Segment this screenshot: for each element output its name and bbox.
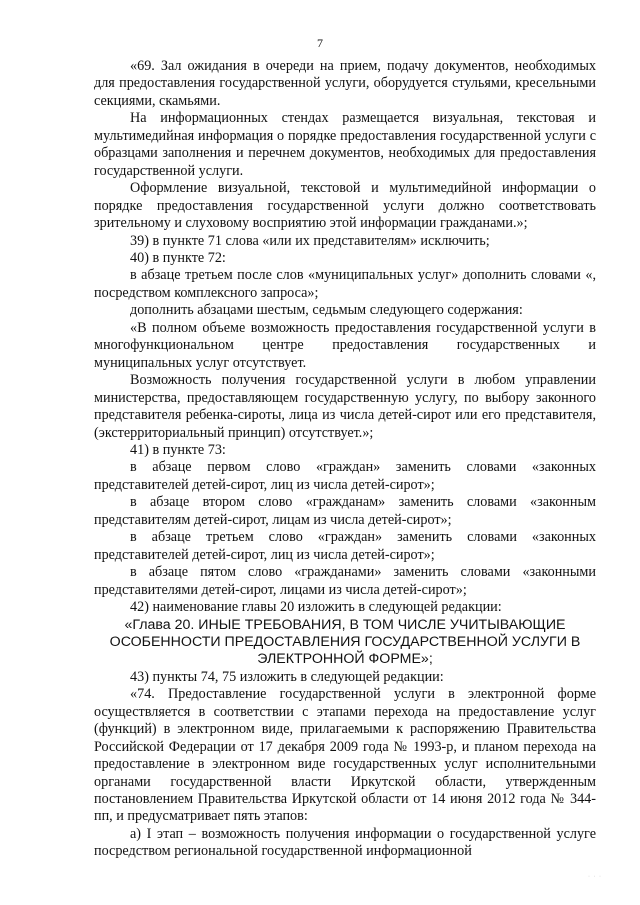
paragraph-abzac-3b: в абзаце третьем слово «граждан» заменить словами «законных представителей детей-сирот, лиц из числа детей-сирот»; — [94, 529, 596, 563]
paragraph-74: «74. Предоставление государственной услуги в электронной форме осуществляется в соответствии с этапами перехода на предоставление услуг (функций) в электронном виде, прилагаемыми к распоряжению Правительства Российской Федерации от 17 декабря 2009 года № 1993-р, и планом перехода на предоставление в электронном виде государственных услуг исполнительными органами государственной власти Иркутской области, утвержденным постановлением Правительства Иркутской области от 14 июня 2012 года № 344-пп, и предусматривает пять этапов: — [94, 686, 596, 825]
paragraph-stands: На информационных стендах размещается визуальная, текстовая и мультимедийная информация о порядке предоставления государственной услуги с образцами заполнения и перечнем документов, необходимых для предоставления государственной услуги. — [94, 110, 596, 179]
item-39: 39) в пункте 71 слова «или их представителям» исключить; — [130, 232, 490, 249]
paragraph-extraterritorial: Возможность получения государственной услуги в любом управлении министерства, предоставляющем государственную услугу, по выбору законного представителя ребенка-сироты, лица из числа детей-сирот или его представителя, (экстерриториальный принцип) отсутствует.»; — [94, 372, 596, 441]
document-body — [94, 58, 596, 861]
item-42: 42) наименование главы 20 изложить в следующей редакции: — [130, 599, 502, 616]
paragraph-abzac-2: в абзаце втором слово «гражданам» заменить словами «законным представителям детей-сирот, лицам из числа детей-сирот»; — [94, 494, 596, 528]
chapter-heading: «Глава 20. ИНЫЕ ТРЕБОВАНИЯ, В ТОМ ЧИСЛЕ УЧИТЫВАЮЩИЕ ОСОБЕННОСТИ ПРЕДОСТАВЛЕНИЯ ГОСУДАРСТВЕННОЙ УСЛУГИ В ЭЛЕКТРОННОЙ ФОРМЕ»; — [109, 616, 581, 668]
item-43: 43) пункты 74, 75 изложить в следующей редакции: — [130, 668, 444, 685]
scan-artifact: · · · — [588, 874, 602, 880]
paragraph-stage-1: а) I этап – возможность получения информации о государственной услуге посредством региональной государственной информационной — [94, 825, 596, 860]
paragraph-add-abzac: дополнить абзацами шестым, седьмым следующего содержания: — [130, 302, 523, 319]
page-number: 7 — [317, 36, 323, 50]
paragraph-abzac-5: в абзаце пятом слово «гражданами» заменить словами «законными представителями детей-сирот, лицами из числа детей-сирот»; — [94, 564, 596, 598]
paragraph-abzac-3: в абзаце третьем после слов «муниципальных услуг» дополнить словами «, посредством комплексного запроса»; — [94, 267, 596, 301]
paragraph-mfc: «В полном объеме возможность предоставления государственной услуги в многофункциональном центре предоставления государственных и муниципальных услуг отсутствует. — [94, 319, 596, 371]
paragraph-abzac-1: в абзаце первом слово «граждан» заменить словами «законных представителей детей-сирот, лиц из числа детей-сирот»; — [94, 459, 596, 493]
paragraph-design: Оформление визуальной, текстовой и мультимедийной информации о порядке предоставления государственной услуги должно соответствовать зрительному и слуховому восприятию этой информации гражданами.»; — [94, 180, 596, 232]
paragraph-69: «69. Зал ожидания в очереди на прием, подачу документов, необходимых для предоставления государственной услуги, оборудуется стульями, кресельными секциями, скамьями. — [94, 58, 596, 109]
item-41: 41) в пункте 73: — [130, 441, 226, 458]
item-40: 40) в пункте 72: — [130, 249, 226, 266]
